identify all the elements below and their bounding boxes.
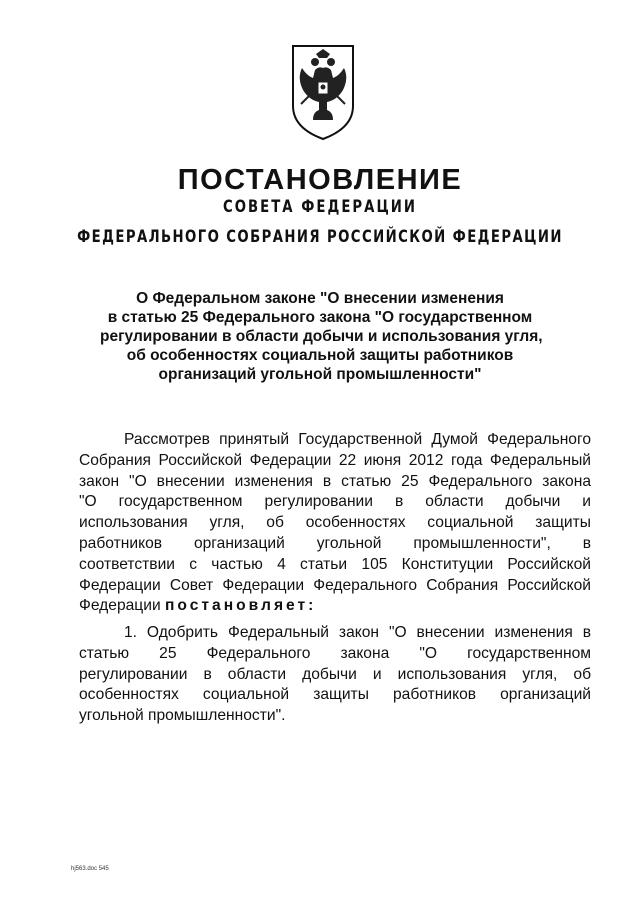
russian-coat-of-arms-icon [289,40,357,142]
clause-1-line: 1. Одобрить Федеральный закон "О внесении изменения в [124,624,591,641]
heading-line: регулировании в области добычи и использования угля, [100,328,543,345]
heading-line: организаций угольной промышленности" [158,366,482,383]
clause-1-paragraph [79,623,591,727]
file-reference: hj563.doc 545 [71,866,109,872]
coat-of-arms-emblem [289,40,357,142]
clause-1-line: статью 25 Федерального закона "О государственном [79,644,591,662]
preamble-line: закон "О внесении изменения в статью 25 Федерального закона [79,472,591,490]
clause-1-line: регулировании в области добычи и использования угля, об [79,665,591,683]
resolves-word: постановляет: [165,597,317,615]
preamble-paragraph [79,430,591,617]
document-heading [100,289,543,384]
preamble-line: Рассмотрев принятый Государственной Думой Федерального [124,431,591,448]
clause-1-line: особенностях социальной защиты работников организаций [79,686,591,704]
preamble-line: "О государственном регулировании в области добычи и [79,493,591,511]
clause-1-line: угольной промышленности". [79,707,286,725]
preamble-line: Собрания Российской Федерации 22 июня 2012 года Федеральный [79,451,591,469]
heading-line: О Федеральном законе "О внесении изменения [136,290,504,307]
preamble-final-line [79,596,591,617]
issuer-line-1: СОВЕТА ФЕДЕРАЦИИ [222,197,418,217]
heading-line: об особенностях социальной защиты работников [126,347,514,364]
document-type-title: ПОСТАНОВЛЕНИЕ [177,164,463,196]
preamble-line: соответствии с частью 4 статьи 105 Конституции Российской [79,555,591,573]
preamble-line: использования угля, об особенностях социальной защиты [79,514,591,532]
heading-line: в статью 25 Федерального закона "О государственном [107,309,533,326]
issuer-line-2: ФЕДЕРАЛЬНОГО СОБРАНИЯ РОССИЙСКОЙ ФЕДЕРАЦИИ [77,227,563,247]
preamble-line: работников организаций угольной промышленности", в [79,534,591,552]
preamble-final-prefix: Федерации [79,597,165,615]
preamble-line: Федерации Совет Федерации Федерального Собрания Российской [79,576,591,594]
